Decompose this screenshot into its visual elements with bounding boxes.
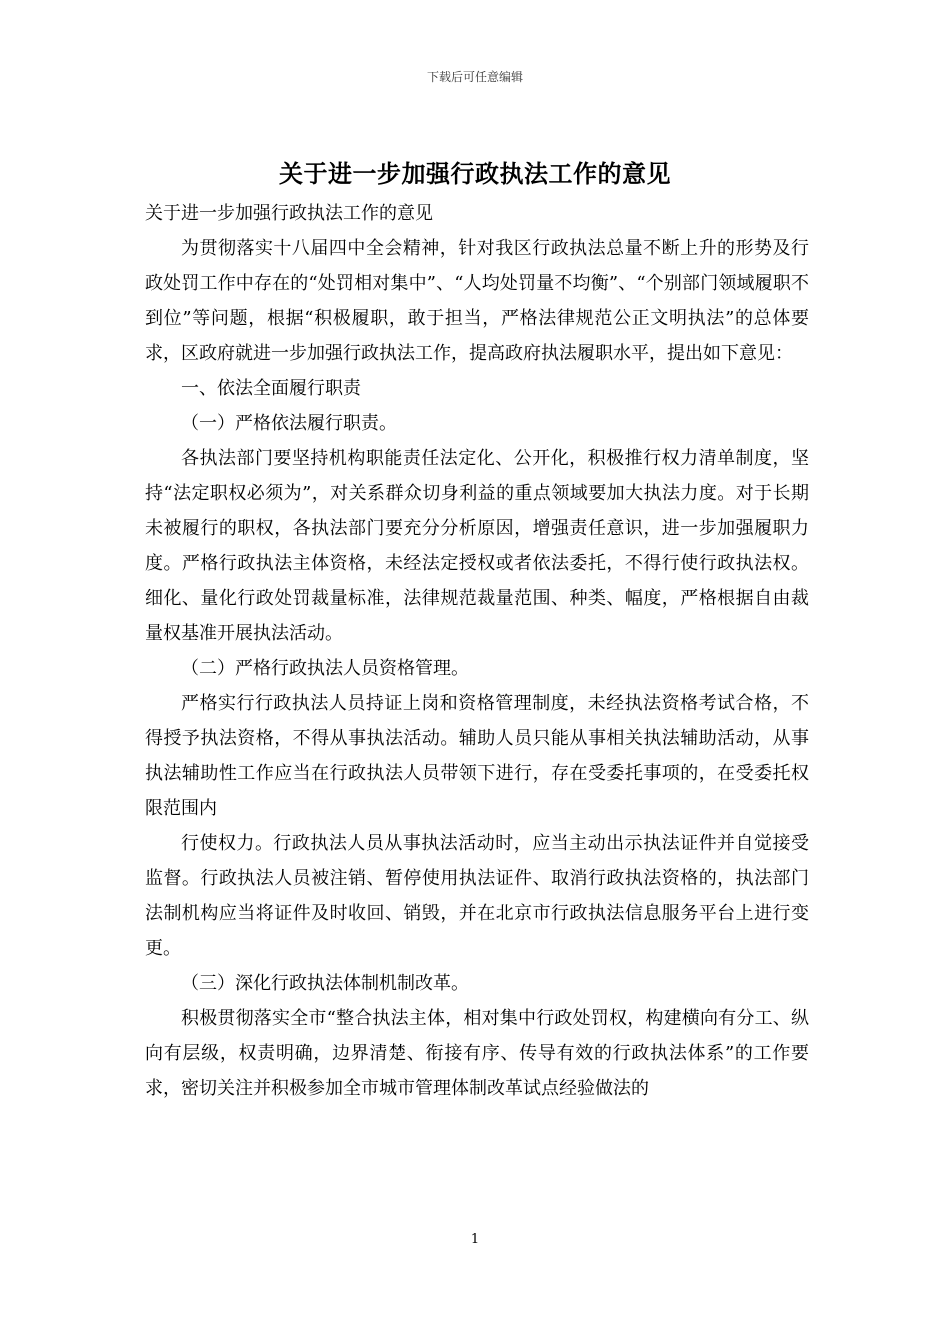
section-heading: 一、依法全面履行职责 [181,378,361,399]
subsection-heading: （一）严格依法履行职责。 [181,413,397,434]
body-paragraph: 严格实行行政执法人员持证上岗和资格管理制度，未经执法资格考试合格，不得授予执法资格，不得从事执法活动。辅助人员只能从事相关执法辅助活动，从事执法辅助性工作应当在行政执法人员带领下进行，存在受委托事项的，在受委托权限范围内 [145,693,809,819]
document-title: 关于进一步加强行政执法工作的意见 [279,159,671,188]
body-paragraph: 关于进一步加强行政执法工作的意见 [145,203,433,224]
body-paragraph: 为贯彻落实十八届四中全会精神，针对我区行政执法总量不断上升的形势及行政处罚工作中存在的“处罚相对集中”、“人均处罚量不均衡”、“个别部门领域履职不到位”等问题，根据“积极履职，敢于担当，严格法律规范公正文明执法”的总体要求，区政府就进一步加强行政执法工作，提高政府执法履职水平，提出如下意见： [145,238,809,364]
body-paragraph: 行使权力。行政执法人员从事执法活动时，应当主动出示执法证件并自觉接受监督。行政执法人员被注销、暂停使用执法证件、取消行政执法资格的，执法部门法制机构应当将证件及时收回、销毁，并在北京市行政执法信息服务平台上进行变更。 [145,833,809,959]
page-number: 1 [470,1232,480,1247]
body-paragraph: 各执法部门要坚持机构职能责任法定化、公开化，积极推行权力清单制度，坚持“法定职权必须为”，对关系群众切身利益的重点领域要加大执法力度。对于长期未被履行的职权，各执法部门要充分分析原因，增强责任意识，进一步加强履职力度。严格行政执法主体资格，未经法定授权或者依法委托，不得行使行政执法权。细化、量化行政处罚裁量标准，法律规范裁量范围、种类、幅度，严格根据自由裁量权基准开展执法活动。 [145,448,809,644]
subsection-heading: （三）深化行政执法体制机制改革。 [181,973,469,994]
document-body [145,196,809,1106]
header-note: 下载后可任意编辑 [426,70,523,84]
subsection-heading: （二）严格行政执法人员资格管理。 [181,658,469,679]
body-paragraph: 积极贯彻落实全市“整合执法主体，相对集中行政处罚权，构建横向有分工、纵向有层级，权责明确，边界清楚、衔接有序、传导有效的行政执法体系”的工作要求，密切关注并积极参加全市城市管理体制改革试点经验做法的 [145,1008,809,1099]
